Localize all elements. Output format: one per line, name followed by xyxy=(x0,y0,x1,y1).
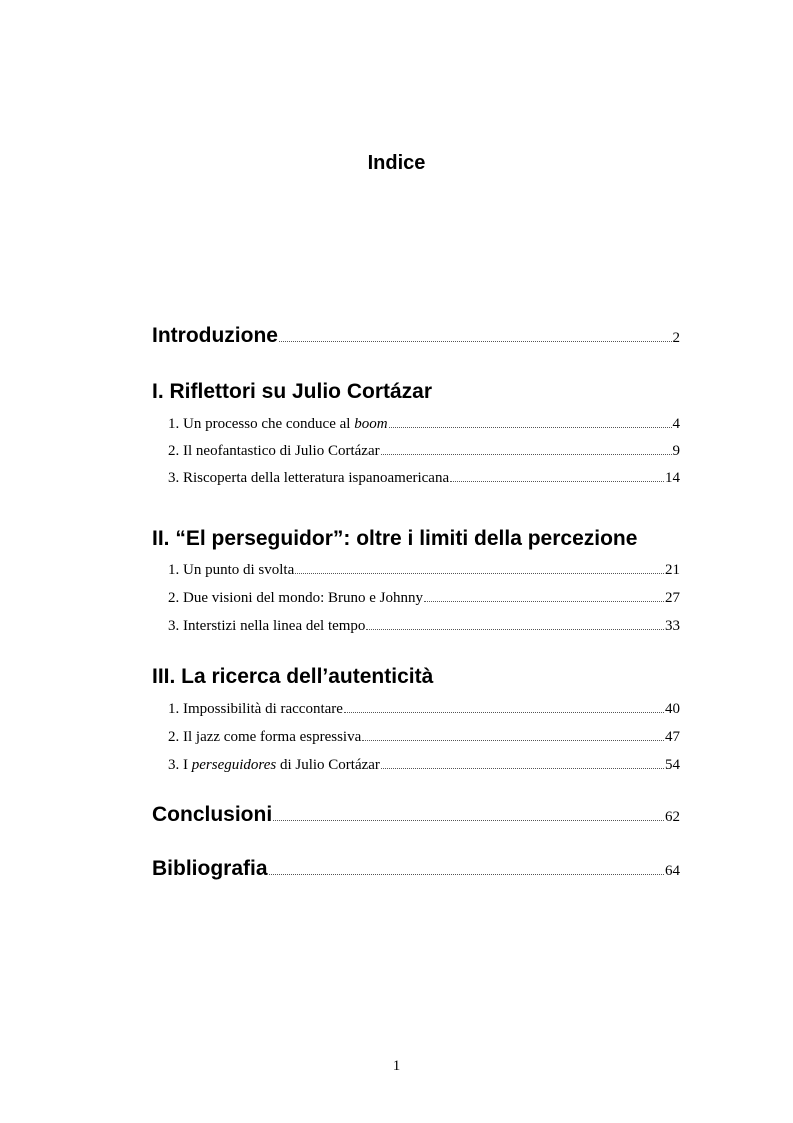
toc-section-label: 1. Un processo che conduce al boom xyxy=(168,416,388,432)
toc-section-1-2[interactable] xyxy=(168,443,680,460)
chapter-heading-2[interactable]: II. “El perseguidor”: oltre i limiti della percezione xyxy=(152,527,638,550)
toc-section-page: 27 xyxy=(665,590,680,606)
dot-leader xyxy=(450,481,664,482)
toc-entry-bibliografia[interactable] xyxy=(152,857,680,881)
toc-section-1-1[interactable] xyxy=(168,416,680,433)
toc-section-1-3[interactable] xyxy=(168,470,680,487)
chapter-heading-3[interactable]: III. La ricerca dell’autenticità xyxy=(152,665,434,688)
toc-section-page: 14 xyxy=(665,470,680,486)
toc-section-label: 1. Impossibilità di raccontare xyxy=(168,701,343,717)
toc-section-page: 21 xyxy=(665,562,680,578)
toc-section-3-3[interactable] xyxy=(168,757,680,774)
dot-leader xyxy=(269,874,664,875)
toc-section-label: 1. Un punto di svolta xyxy=(168,562,295,578)
toc-section-2-2[interactable] xyxy=(168,590,680,607)
toc-section-label: 3. Interstizi nella linea del tempo xyxy=(168,618,366,634)
toc-entry-conclusioni[interactable] xyxy=(152,803,680,827)
toc-section-label: 3. I perseguidores di Julio Cortázar xyxy=(168,757,380,773)
dot-leader xyxy=(279,341,672,342)
toc-entry-label: Conclusioni xyxy=(152,803,273,826)
toc-entry-page: 2 xyxy=(672,330,680,346)
toc-section-label: 3. Riscoperta della letteratura ispanoamericana xyxy=(168,470,450,486)
page-number: 1 xyxy=(392,1058,401,1074)
toc-section-page: 40 xyxy=(665,701,680,717)
toc-entry-label: Introduzione xyxy=(152,324,278,347)
dot-leader xyxy=(273,820,664,821)
dot-leader xyxy=(381,454,672,455)
dot-leader xyxy=(389,427,672,428)
toc-section-3-1[interactable] xyxy=(168,701,680,718)
toc-section-page: 4 xyxy=(672,416,680,432)
toc-entry-page: 64 xyxy=(665,863,680,879)
dot-leader xyxy=(424,601,664,602)
toc-section-label: 2. Il neofantastico di Julio Cortázar xyxy=(168,443,380,459)
toc-entry-introduzione[interactable] xyxy=(152,324,680,348)
toc-section-3-2[interactable] xyxy=(168,729,680,746)
toc-section-page: 47 xyxy=(665,729,680,745)
dot-leader xyxy=(295,573,664,574)
toc-entry-page: 62 xyxy=(665,809,680,825)
toc-section-2-1[interactable] xyxy=(168,562,680,579)
page-title: Indice xyxy=(367,152,426,174)
toc-section-label: 2. Due visioni del mondo: Bruno e Johnny xyxy=(168,590,423,606)
toc-section-page: 33 xyxy=(665,618,680,634)
dot-leader xyxy=(366,629,664,630)
dot-leader xyxy=(381,768,664,769)
dot-leader xyxy=(344,712,664,713)
chapter-heading-1[interactable]: I. Riflettori su Julio Cortázar xyxy=(152,380,433,403)
toc-entry-label: Bibliografia xyxy=(152,857,268,880)
dot-leader xyxy=(362,740,664,741)
toc-section-label: 2. Il jazz come forma espressiva xyxy=(168,729,362,745)
toc-section-page: 54 xyxy=(665,757,680,773)
toc-section-2-3[interactable] xyxy=(168,618,680,635)
toc-section-page: 9 xyxy=(672,443,680,459)
